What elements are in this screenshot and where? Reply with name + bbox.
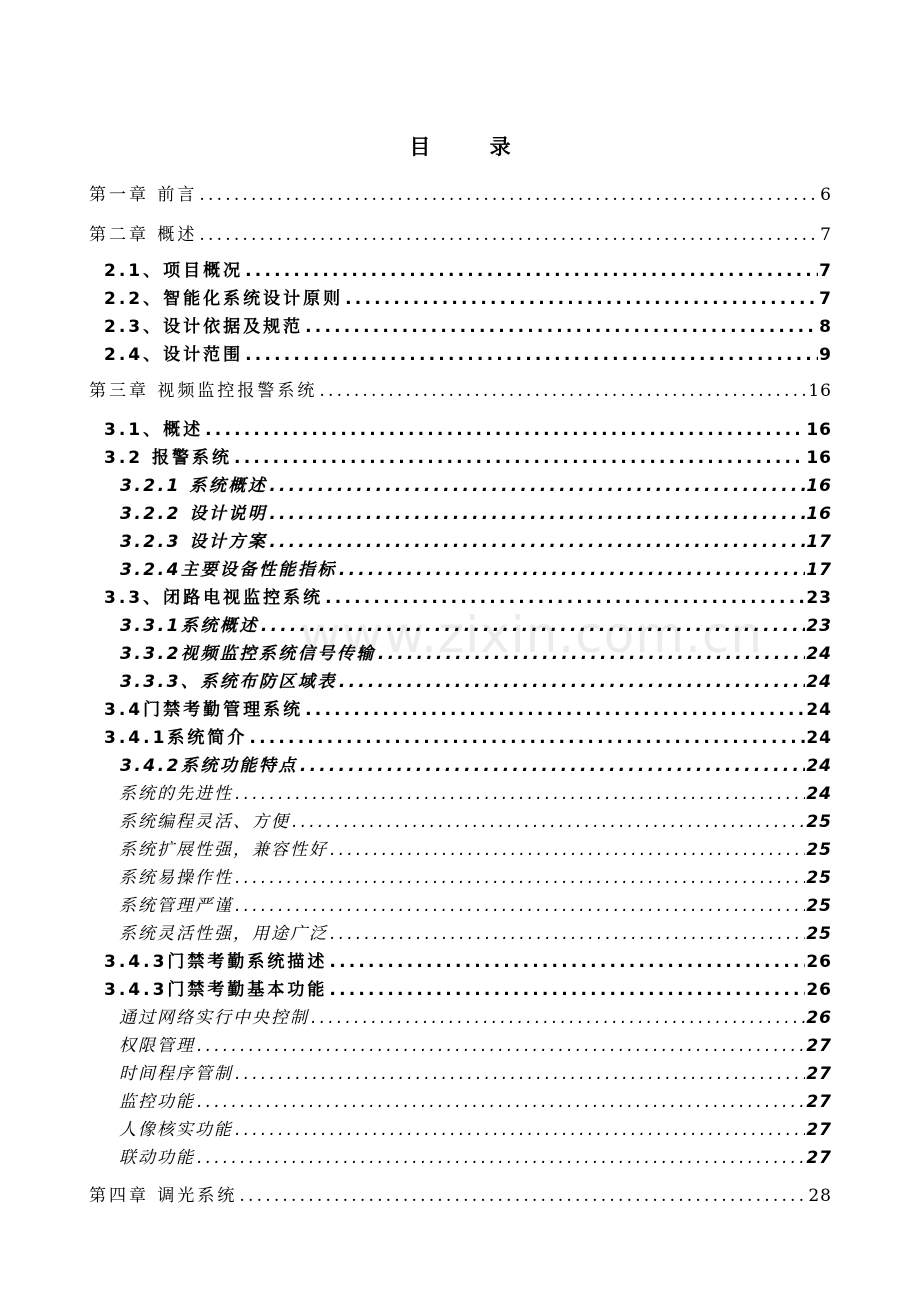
toc-entry[interactable]	[119, 1060, 832, 1088]
toc-entry[interactable]	[104, 257, 832, 285]
toc-entry-label: 监控功能	[119, 1092, 195, 1112]
toc-entry[interactable]	[104, 285, 832, 313]
toc-entry-label: 2.2、智能化系统设计原则	[104, 289, 344, 309]
toc-entry-label: 3.4门禁考勤管理系统	[104, 700, 304, 720]
toc-entry[interactable]	[120, 668, 832, 696]
toc-entry-label: 系统扩展性强，兼容性好	[119, 840, 328, 860]
toc-entry-page: 16	[806, 504, 832, 524]
toc-entry-page: 24	[806, 784, 832, 804]
toc-entry[interactable]	[120, 528, 832, 556]
dot-leader	[319, 377, 807, 405]
toc-entry-page: 6	[820, 185, 832, 205]
dot-leader	[329, 948, 805, 976]
dot-leader	[234, 444, 805, 472]
toc-entry[interactable]	[120, 500, 832, 528]
toc-entry[interactable]	[120, 752, 832, 780]
toc-entry-page: 24	[806, 700, 832, 720]
toc-entry-page: 24	[806, 728, 832, 748]
toc-entry-label: 3.3.1系统概述	[120, 616, 259, 636]
toc-entry[interactable]	[89, 1182, 832, 1210]
toc-entry-page: 24	[806, 672, 832, 692]
toc-entry-page: 16	[806, 448, 832, 468]
toc-entry-label: 3.2.1 系统概述	[120, 476, 268, 496]
dot-leader	[305, 313, 818, 341]
toc-entry[interactable]	[119, 1116, 832, 1144]
toc-entry-label: 3.2 报警系统	[104, 448, 233, 468]
toc-entry[interactable]	[119, 892, 832, 920]
toc-entry-label: 3.4.3门禁考勤基本功能	[104, 980, 328, 1000]
dot-leader	[205, 416, 805, 444]
toc-entry-label: 权限管理	[119, 1036, 195, 1056]
toc-entry-label: 系统灵活性强，用途广泛	[119, 924, 328, 944]
toc-entry[interactable]	[119, 780, 832, 808]
toc-entry[interactable]	[104, 948, 832, 976]
dot-leader	[245, 341, 818, 369]
toc-entry-page: 25	[806, 812, 832, 832]
toc-entry-label: 3.2.2 设计说明	[120, 504, 268, 524]
dot-leader	[269, 528, 805, 556]
toc-entry-page: 25	[806, 840, 832, 860]
toc-entry[interactable]	[104, 313, 832, 341]
toc-entry-label: 3.3、闭路电视监控系统	[104, 588, 324, 608]
toc-entry-label: 3.4.2系统功能特点	[120, 756, 298, 776]
dot-leader	[269, 500, 805, 528]
dot-leader	[199, 221, 819, 249]
toc-entry[interactable]	[104, 696, 832, 724]
dot-leader	[330, 836, 805, 864]
toc-entry-page: 23	[806, 616, 832, 636]
toc-entry[interactable]	[104, 976, 832, 1004]
dot-leader	[197, 1144, 805, 1172]
toc-entry-label: 人像核实功能	[119, 1120, 233, 1140]
toc-entry-page: 16	[808, 381, 832, 401]
dot-leader	[249, 724, 805, 752]
dot-leader	[378, 640, 805, 668]
toc-entry[interactable]	[119, 808, 832, 836]
toc-entry[interactable]	[120, 556, 832, 584]
toc-entry-page: 26	[806, 1008, 832, 1028]
dot-leader	[325, 584, 805, 612]
dot-leader	[235, 892, 805, 920]
toc-entry-page: 7	[819, 261, 832, 281]
toc-entry-label: 系统编程灵活、方便	[119, 812, 290, 832]
toc-entry-label: 第一章 前言	[89, 185, 198, 205]
dot-leader	[292, 808, 805, 836]
toc-entry-page: 27	[806, 1092, 832, 1112]
toc-entry[interactable]	[104, 416, 832, 444]
toc-entry[interactable]	[89, 221, 832, 249]
toc-entry-page: 25	[806, 924, 832, 944]
toc-entry-label: 3.3.3、系统布防区域表	[120, 672, 337, 692]
toc-entry-label: 第三章 视频监控报警系统	[89, 381, 318, 401]
toc-entry-page: 26	[806, 952, 832, 972]
toc-entry-page: 27	[806, 1148, 832, 1168]
toc-entry-label: 系统的先进性	[119, 784, 233, 804]
toc-entry-page: 27	[806, 1036, 832, 1056]
dot-leader	[235, 864, 805, 892]
toc-entry[interactable]	[120, 612, 832, 640]
toc-entry-page: 8	[819, 317, 832, 337]
toc-entry-label: 时间程序管制	[119, 1064, 233, 1084]
toc-entry-label: 3.1、概述	[104, 420, 204, 440]
toc-entry-label: 第二章 概述	[89, 225, 198, 245]
toc-entry[interactable]	[119, 920, 832, 948]
toc-entry-label: 联动功能	[119, 1148, 195, 1168]
toc-entry-page: 28	[808, 1186, 832, 1206]
toc-entry[interactable]	[119, 864, 832, 892]
dot-leader	[197, 1032, 805, 1060]
toc-entry-label: 3.2.3 设计方案	[120, 532, 268, 552]
toc-entry-label: 3.4.1系统简介	[104, 728, 248, 748]
toc-entry[interactable]	[89, 377, 832, 405]
toc-entry[interactable]	[119, 836, 832, 864]
dot-leader	[269, 472, 805, 500]
toc-entry-label: 第四章 调光系统	[89, 1186, 238, 1206]
toc-entry-page: 17	[806, 560, 832, 580]
toc-entry-label: 3.4.3门禁考勤系统描述	[104, 952, 328, 972]
toc-entry[interactable]	[119, 1004, 832, 1032]
toc-entry-page: 23	[806, 588, 832, 608]
dot-leader	[339, 668, 805, 696]
toc-entry-page: 27	[806, 1120, 832, 1140]
toc-entry-page: 17	[806, 532, 832, 552]
dot-leader	[235, 780, 805, 808]
dot-leader	[300, 752, 805, 780]
dot-leader	[330, 920, 805, 948]
toc-entry-page: 16	[806, 420, 832, 440]
dot-leader	[305, 696, 805, 724]
toc-entry-page: 7	[820, 225, 832, 245]
toc-entry-label: 系统管理严谨	[119, 896, 233, 916]
toc-entry-page: 9	[819, 345, 832, 365]
toc-entry[interactable]	[120, 472, 832, 500]
toc-entry[interactable]	[104, 724, 832, 752]
toc-entry-label: 通过网络实行中央控制	[119, 1008, 309, 1028]
toc-entry-label: 3.3.2视频监控系统信号传输	[120, 644, 376, 664]
toc-entry-label: 2.1、项目概况	[104, 261, 244, 281]
toc-entry[interactable]	[120, 640, 832, 668]
toc-entry[interactable]	[104, 341, 832, 369]
dot-leader	[245, 257, 818, 285]
toc-entry-page: 24	[806, 756, 832, 776]
toc-entry-label: 系统易操作性	[119, 868, 233, 888]
toc-entry-label: 3.2.4主要设备性能指标	[120, 560, 337, 580]
dot-leader	[235, 1060, 805, 1088]
watermark: www.zixin.com.cn	[300, 606, 764, 664]
toc-entry[interactable]	[89, 181, 832, 209]
toc-entry-page: 16	[806, 476, 832, 496]
dot-leader	[311, 1004, 805, 1032]
dot-leader	[329, 976, 805, 1004]
toc-entry[interactable]	[119, 1144, 832, 1172]
toc-entry-page: 25	[806, 896, 832, 916]
dot-leader	[239, 1182, 807, 1210]
toc-entry-page: 26	[806, 980, 832, 1000]
dot-leader	[199, 181, 819, 209]
toc-entry-page: 24	[806, 644, 832, 664]
toc-entry-page: 27	[806, 1064, 832, 1084]
toc-entry-label: 2.4、设计范围	[104, 345, 244, 365]
dot-leader	[261, 612, 805, 640]
page-title: 目 录	[409, 134, 537, 159]
dot-leader	[339, 556, 805, 584]
dot-leader	[345, 285, 818, 313]
toc-entry[interactable]	[104, 444, 832, 472]
dot-leader	[235, 1116, 805, 1144]
toc-entry[interactable]	[119, 1088, 832, 1116]
toc-entry-page: 25	[806, 868, 832, 888]
dot-leader	[197, 1088, 805, 1116]
toc-entry[interactable]	[104, 584, 832, 612]
toc-entry-label: 2.3、设计依据及规范	[104, 317, 304, 337]
toc-entry[interactable]	[119, 1032, 832, 1060]
toc-entry-page: 7	[819, 289, 832, 309]
